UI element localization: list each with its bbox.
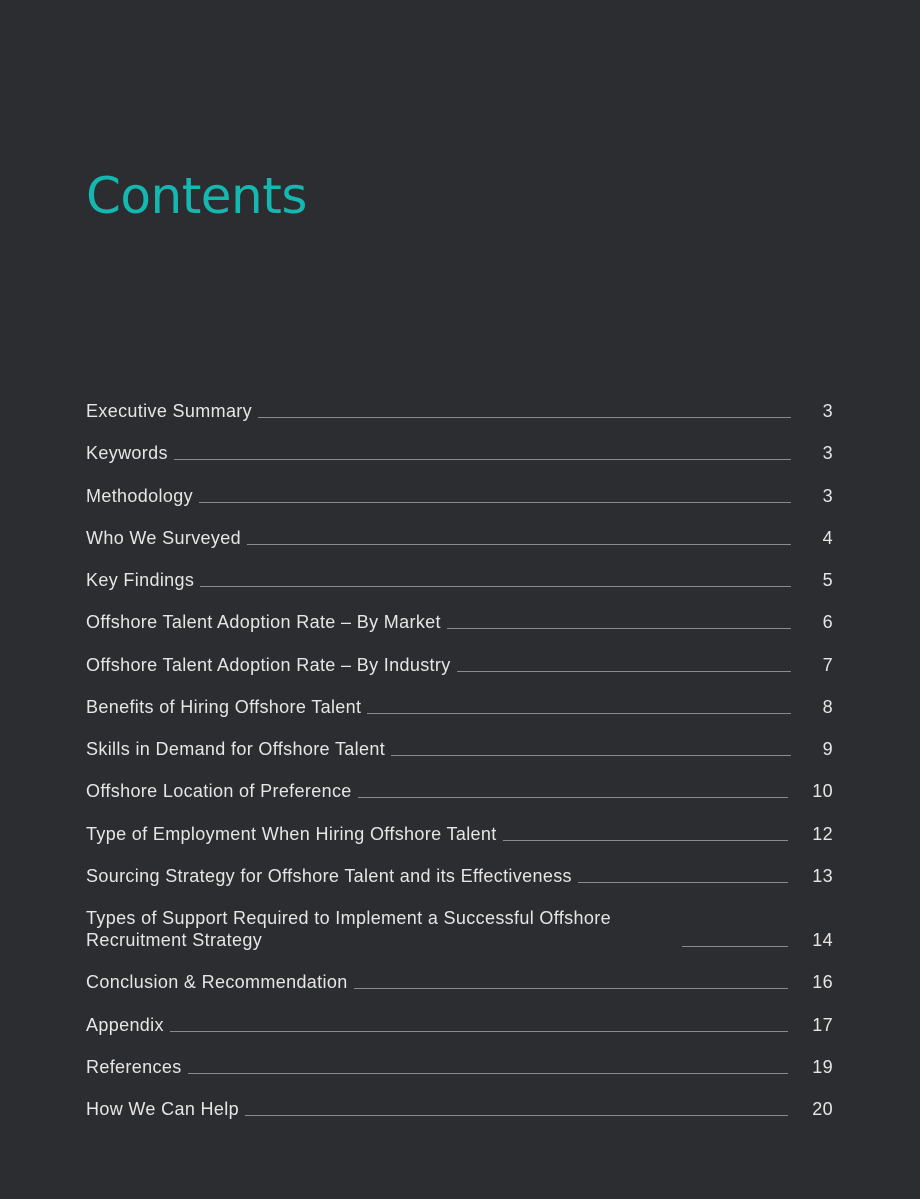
toc-page-number: 3 [822,401,833,421]
toc-leader-line [578,882,788,883]
toc-entry-title: Who We Surveyed [86,527,241,548]
toc-entry-title: Offshore Talent Adoption Rate – By Market [86,612,441,633]
toc-page-number: 7 [822,654,833,675]
toc-page-number: 4 [822,527,833,548]
toc-entry-title: Key Findings [86,570,195,590]
toc-leader-line [367,713,791,714]
toc-entry-location-of-preference[interactable] [86,780,833,802]
toc-entry-who-we-surveyed[interactable] [86,527,833,549]
toc-leader-line [170,1031,788,1032]
toc-page-number: 3 [822,443,833,464]
toc-entry-title: Benefits of Hiring Offshore Talent [86,696,362,717]
toc-entry-adoption-by-market[interactable] [86,611,833,633]
toc-page-number: 20 [812,1099,833,1119]
toc-page-number: 19 [812,1056,833,1077]
toc-entry-title: Conclusion & Recommendation [86,972,348,993]
toc-entry-keywords[interactable] [86,442,833,464]
toc-entry-adoption-by-industry[interactable] [86,654,833,676]
toc-entry-key-findings[interactable] [86,569,833,591]
toc-entry-benefits[interactable] [86,696,833,718]
toc-entry-conclusion[interactable] [86,971,833,993]
toc-page-number: 13 [812,865,833,886]
toc-leader-line [682,946,788,947]
toc-page-number: 14 [812,930,833,950]
toc-leader-line [188,1073,789,1074]
toc-leader-line [199,502,791,503]
toc-entry-references[interactable] [86,1056,833,1078]
toc-entry-title: Keywords [86,443,168,464]
toc-entry-sourcing-strategy[interactable] [86,865,833,887]
toc-leader-line [447,628,791,629]
toc-page-number: 10 [812,781,833,802]
toc-entry-title: Type of Employment When Hiring Offshore Talent [86,823,497,844]
toc-leader-line [457,671,791,672]
toc-entry-types-of-support[interactable] [86,907,833,951]
toc-leader-line [174,459,791,460]
toc-page-number: 16 [812,972,833,993]
toc-page-number: 9 [822,739,833,759]
toc-entry-title: Types of Support Required to Implement a Successful Offshore Recruitment Strategy [86,908,611,950]
toc-entry-title: Appendix [86,1014,164,1035]
toc-leader-line [354,988,789,989]
toc-entry-title: Methodology [86,485,193,506]
toc-leader-line [247,544,791,545]
toc-entry-type-of-employment[interactable] [86,823,833,845]
toc-leader-line [503,840,789,841]
toc-page-number: 6 [822,612,833,633]
toc-entry-skills-in-demand[interactable] [86,738,833,760]
toc-entry-title: How We Can Help [86,1099,239,1119]
toc-page-number: 5 [822,570,833,590]
toc-entry-title: Sourcing Strategy for Offshore Talent and its Effectiveness [86,865,572,886]
toc-leader-line [200,586,791,587]
toc-entry-title: References [86,1056,182,1077]
toc-entry-title: Offshore Location of Preference [86,781,352,802]
table-of-contents [86,400,833,1140]
toc-page-number: 12 [812,823,833,844]
page-title: Contents [86,167,307,225]
toc-entry-executive-summary[interactable] [86,400,833,422]
toc-entry-title: Skills in Demand for Offshore Talent [86,739,386,759]
toc-entry-how-we-can-help[interactable] [86,1098,833,1120]
toc-leader-line [358,797,789,798]
toc-page-number: 8 [822,696,833,717]
toc-entry-title: Offshore Talent Adoption Rate – By Industry [86,654,451,675]
toc-page-number: 3 [822,485,833,506]
toc-entry-appendix[interactable] [86,1014,833,1036]
toc-entry-title: Executive Summary [86,401,252,421]
toc-leader-line [258,417,791,418]
toc-page-number: 17 [812,1014,833,1035]
toc-entry-methodology[interactable] [86,485,833,507]
toc-leader-line [245,1115,788,1116]
toc-leader-line [391,755,791,756]
